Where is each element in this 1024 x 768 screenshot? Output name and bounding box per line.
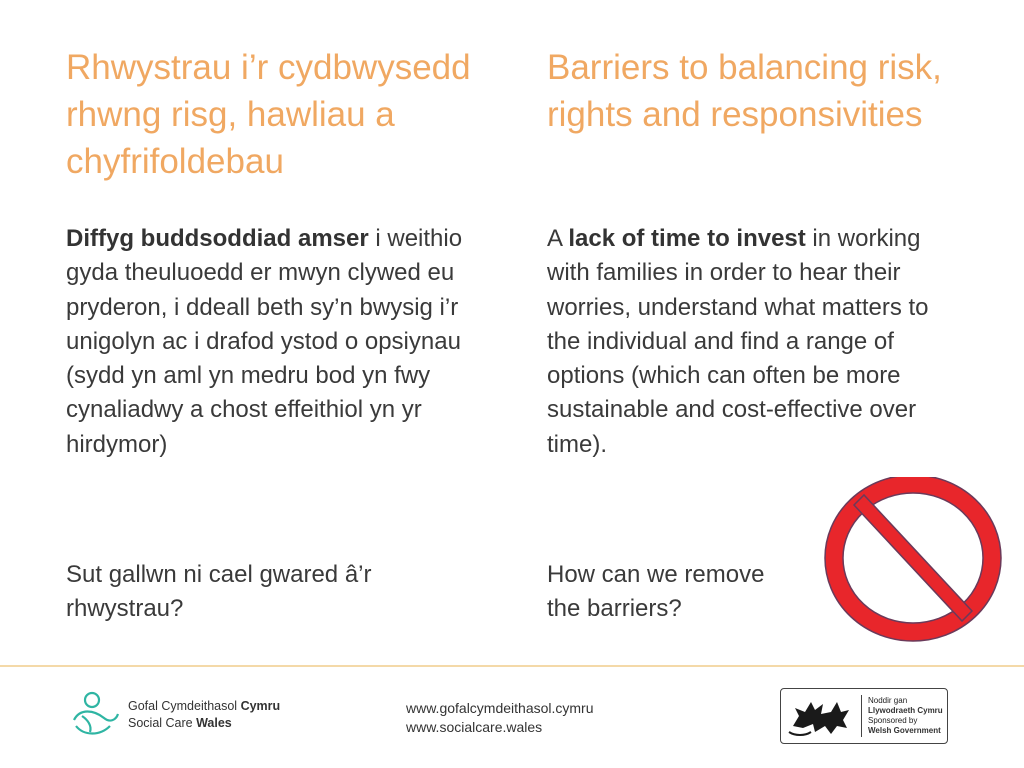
english-question-line1: How can we remove: [547, 561, 765, 588]
logo-line2: Social Care: [128, 716, 197, 730]
welsh-body-bold: Diffyg buddsoddiad amser: [66, 225, 369, 252]
welsh-body-rest: i weithio gyda theuluoedd er mwyn clywed eu pryderon, i ddeall beth sy’n bwysig i’r unigolyn ac i drafod ystod o opsiynau (sydd yn aml yn medru bod yn fwy cynaliadwy a chost effeithiol yn yr hirdymor): [66, 225, 463, 458]
english-body-pre: A: [547, 225, 569, 252]
welsh-dragon-icon: [785, 692, 857, 740]
welsh-heading: Rhwystrau i’r cydbwysedd rhwng risg, hawliau a chyfrifoldebau: [66, 48, 471, 181]
english-heading: Barriers to balancing risk, rights and responsivities: [547, 48, 942, 134]
english-body-rest: in working with families in order to hear their worries, understand what matters to the individual and find a range of options (which can often be more sustainable and cost-effective over time).: [547, 225, 929, 458]
logo-line1: Gofal Cymdeithasol: [128, 699, 241, 713]
logo-line2-bold: Wales: [196, 716, 232, 730]
english-question-line2: the barriers?: [547, 595, 682, 622]
english-body-bold: lack of time to invest: [568, 225, 806, 252]
logo-text: [128, 698, 280, 732]
welsh-body: [66, 222, 506, 462]
url-english[interactable]: www.socialcare.wales: [406, 719, 543, 735]
english-question: [547, 558, 847, 626]
welsh-question: Sut gallwn ni cael gwared â’r rhwystrau?: [66, 561, 372, 622]
welsh-column: [66, 44, 516, 185]
footer-urls: [406, 699, 594, 737]
gov-line1: Noddir gan: [868, 696, 908, 705]
gov-logo-separator: [861, 695, 862, 737]
no-entry-sign-icon: [824, 477, 1004, 642]
english-column: [547, 44, 967, 138]
logo-line1-bold: Cymru: [240, 699, 281, 713]
gov-line3: Sponsored by: [868, 716, 918, 725]
social-care-wales-logo-icon: [70, 690, 122, 740]
welsh-government-logo: [780, 688, 948, 744]
social-care-wales-logo: [70, 690, 300, 740]
footer-divider: [0, 665, 1024, 667]
gov-line2: Llywodraeth Cymru: [868, 706, 943, 715]
english-body: [547, 222, 967, 462]
gov-logo-text: [868, 696, 943, 736]
gov-line4: Welsh Government: [868, 726, 941, 735]
url-welsh[interactable]: www.gofalcymdeithasol.cymru: [406, 700, 594, 716]
